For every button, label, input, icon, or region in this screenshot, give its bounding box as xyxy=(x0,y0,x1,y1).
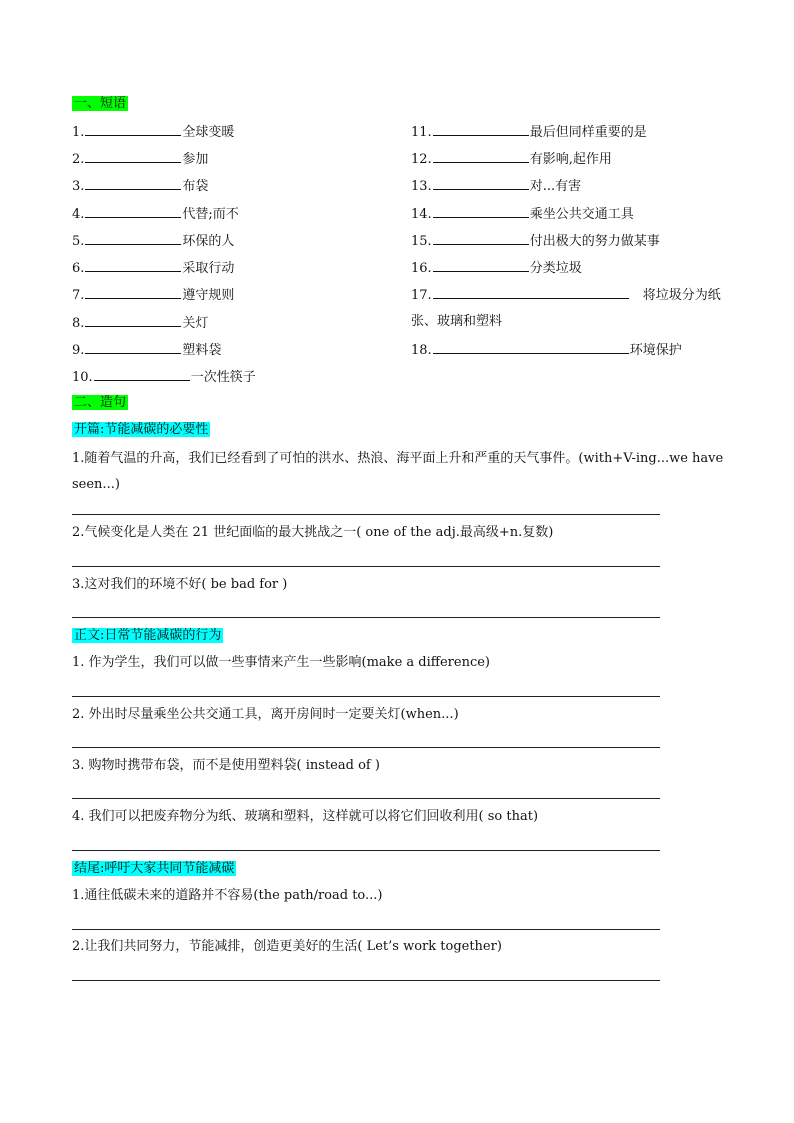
answer-blank[interactable] xyxy=(433,177,529,190)
phrase-item-14: 14. 乘坐公共交通工具 xyxy=(411,207,634,222)
answer-blank[interactable] xyxy=(85,259,181,272)
answer-line[interactable] xyxy=(72,747,660,748)
phrase-item-16: 16. 分类垃圾 xyxy=(411,261,582,276)
phrase-item-3: 3. 布袋 xyxy=(72,179,209,194)
sentence-prompt-body-2: 2. 外出时尽量乘坐公共交通工具，离开房间时一定要关灯(when...) xyxy=(72,707,459,722)
answer-blank[interactable] xyxy=(433,123,529,136)
answer-blank[interactable] xyxy=(433,232,529,245)
answer-line[interactable] xyxy=(72,798,660,799)
answer-blank[interactable] xyxy=(85,123,181,136)
sentence-prompt-opening-3: 3.这对我们的环境不好( be bad for ) xyxy=(72,577,288,592)
phrase-item-1: 1. 全球变暖 xyxy=(72,125,235,140)
answer-blank[interactable] xyxy=(433,286,629,299)
subheading-opening: 开篇:节能减碳的必要性 xyxy=(74,422,209,437)
phrase-item-6: 6. 采取行动 xyxy=(72,261,235,276)
answer-line[interactable] xyxy=(72,617,660,618)
phrase-item-13: 13. 对...有害 xyxy=(411,179,582,194)
answer-blank[interactable] xyxy=(85,314,181,327)
sentence-prompt-body-3: 3. 购物时携带布袋，而不是使用塑料袋( instead of ) xyxy=(72,758,380,773)
phrase-item-17-continued: 张、玻璃和塑料 xyxy=(411,314,503,329)
answer-line[interactable] xyxy=(72,514,660,515)
phrase-item-2: 2. 参加 xyxy=(72,152,209,167)
sentence-prompt-opening-2: 2.气候变化是人类在 21 世纪面临的最大挑战之一( one of the adj.最高级+n.复数) xyxy=(72,525,554,540)
section-heading-phrases: 一、短语 xyxy=(74,96,127,111)
sentence-prompt-body-1: 1. 作为学生，我们可以做一些事情来产生一些影响(make a difference) xyxy=(72,655,491,670)
subheading-ending: 结尾:呼吁大家共同节能减碳 xyxy=(74,861,235,876)
sentence-prompt-body-4: 4. 我们可以把废弃物分为纸、玻璃和塑料，这样就可以将它们回收利用( so that) xyxy=(72,809,539,824)
phrase-item-17: 17. 将垃圾分为纸 xyxy=(411,288,721,303)
answer-blank[interactable] xyxy=(94,368,190,381)
answer-line[interactable] xyxy=(72,696,660,697)
answer-line[interactable] xyxy=(72,566,660,567)
answer-blank[interactable] xyxy=(85,205,181,218)
answer-line[interactable] xyxy=(72,850,660,851)
phrase-item-11: 11. 最后但同样重要的是 xyxy=(411,125,647,140)
answer-line[interactable] xyxy=(72,980,660,981)
phrase-item-12: 12. 有影响,起作用 xyxy=(411,152,612,167)
answer-line[interactable] xyxy=(72,929,660,930)
answer-blank[interactable] xyxy=(433,259,529,272)
phrase-item-4: 4. 代替;而不 xyxy=(72,207,239,222)
answer-blank[interactable] xyxy=(433,150,529,163)
sentence-prompt-ending-2: 2.让我们共同努力，节能减排，创造更美好的生活( Let’s work together) xyxy=(72,939,502,954)
phrase-item-10: 10. 一次性筷子 xyxy=(72,370,256,385)
answer-blank[interactable] xyxy=(85,286,181,299)
sentence-prompt-ending-1: 1.通往低碳未来的道路并不容易(the path/road to...) xyxy=(72,888,383,903)
phrase-item-8: 8. 关灯 xyxy=(72,316,209,331)
subheading-body: 正文:日常节能减碳的行为 xyxy=(74,628,222,643)
phrase-item-9: 9. 塑料袋 xyxy=(72,343,222,358)
answer-blank[interactable] xyxy=(85,341,181,354)
phrase-item-18: 18. 环境保护 xyxy=(411,343,682,358)
answer-blank[interactable] xyxy=(433,205,529,218)
section-heading-sentences: 二、造句 xyxy=(74,395,127,410)
answer-blank[interactable] xyxy=(85,150,181,163)
answer-blank[interactable] xyxy=(433,341,629,354)
sentence-prompt-opening-1: 1.随着气温的升高，我们已经看到了可怕的洪水、热浪、海平面上升和严重的天气事件。(with+V-ing...we have seen...) xyxy=(72,451,724,492)
answer-blank[interactable] xyxy=(85,177,181,190)
answer-blank[interactable] xyxy=(85,232,181,245)
phrase-item-7: 7. 遵守规则 xyxy=(72,288,235,303)
phrase-item-15: 15. 付出极大的努力做某事 xyxy=(411,234,660,249)
phrase-item-5: 5. 环保的人 xyxy=(72,234,235,249)
